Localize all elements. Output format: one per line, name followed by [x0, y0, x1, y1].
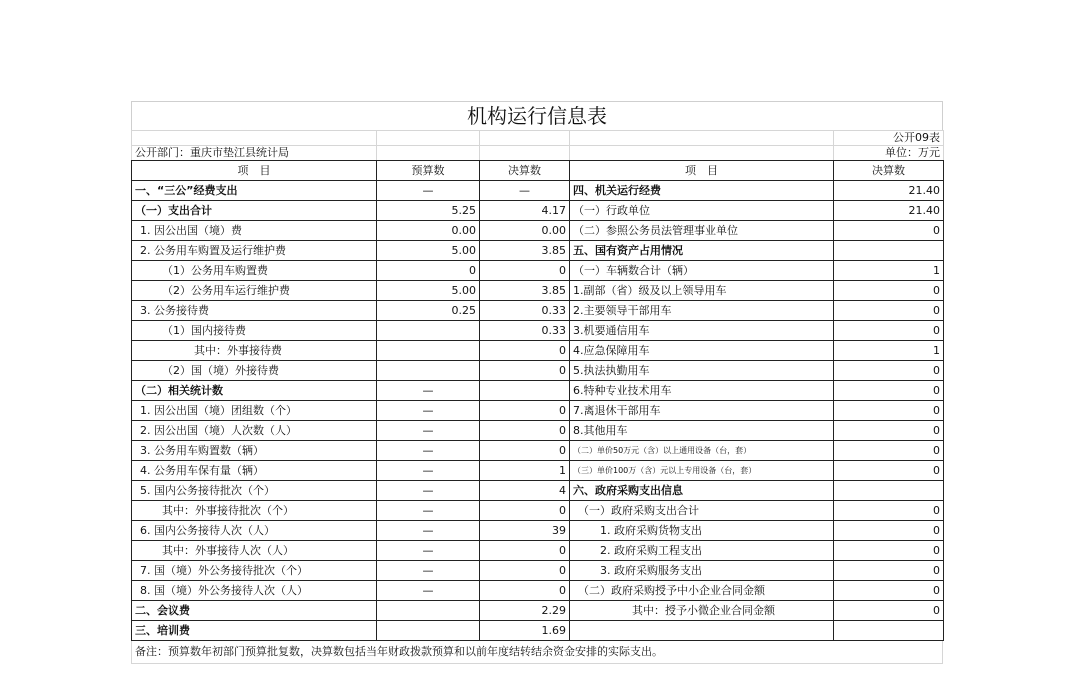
row-final: 0: [480, 421, 570, 441]
table-row: [132, 541, 944, 561]
row-label-left: （2）国（境）外接待费: [132, 361, 377, 381]
row-label-left: 3. 公务用车购置数（辆）: [132, 441, 377, 461]
row-label-right: （一）车辆数合计（辆）: [570, 261, 834, 281]
row-label-right: [570, 621, 834, 641]
row-budget: —: [377, 421, 480, 441]
row-label-right: （一）政府采购支出合计: [570, 501, 834, 521]
row-label-right: （二）单价50万元（含）以上通用设备（台，套）: [570, 441, 834, 461]
info-sheet: [131, 101, 943, 664]
row-final-right: 0: [834, 581, 944, 601]
row-label-right: （一）行政单位: [570, 201, 834, 221]
table-row: [132, 561, 944, 581]
row-final-right: 0: [834, 221, 944, 241]
row-final-right: 0: [834, 421, 944, 441]
row-budget: —: [377, 581, 480, 601]
row-final-right: 0: [834, 361, 944, 381]
row-final-right: 0: [834, 321, 944, 341]
row-budget: [377, 601, 480, 621]
row-final-right: 0: [834, 281, 944, 301]
row-label-left: 其中：外事接待批次（个）: [132, 501, 377, 521]
meta-row-form-no: [132, 131, 944, 146]
row-final-right: 0: [834, 501, 944, 521]
row-label-right: 5.执法执勤用车: [570, 361, 834, 381]
row-label-left: 3. 公务接待费: [132, 301, 377, 321]
meta-row-dept: [132, 146, 944, 161]
table-row: [132, 301, 944, 321]
row-label-left: 其中：外事接待费: [132, 341, 377, 361]
table-row: [132, 461, 944, 481]
row-label-right: 8.其他用车: [570, 421, 834, 441]
row-label-right: 6.特种专业技术用车: [570, 381, 834, 401]
row-label-right: 2. 政府采购工程支出: [570, 541, 834, 561]
row-label-left: 2. 因公出国（境）人次数（人）: [132, 421, 377, 441]
row-label-right: 六、政府采购支出信息: [570, 481, 834, 501]
footnote: 备注：预算数年初部门预算批复数，决算数包括当年财政拨款预算和以前年度结转结余资金安排的实际支出。: [131, 641, 943, 664]
table-row: [132, 421, 944, 441]
row-label-right: 3.机要通信用车: [570, 321, 834, 341]
unit-label: 单位：万元: [834, 146, 944, 161]
row-final: [480, 381, 570, 401]
row-budget: 5.00: [377, 241, 480, 261]
table-row: [132, 261, 944, 281]
table-row: [132, 401, 944, 421]
row-budget: —: [377, 521, 480, 541]
row-label-right: （二）政府采购授予中小企业合同金额: [570, 581, 834, 601]
row-label-left: 7. 国（境）外公务接待批次（个）: [132, 561, 377, 581]
row-final: 4: [480, 481, 570, 501]
table-row: [132, 321, 944, 341]
row-final-right: 0: [834, 401, 944, 421]
row-label-left: （二）相关统计数: [132, 381, 377, 401]
header-item: 项 目: [132, 161, 377, 181]
row-final: 0.00: [480, 221, 570, 241]
row-budget: 5.00: [377, 281, 480, 301]
row-final-right: 0: [834, 601, 944, 621]
row-final-right: 0: [834, 561, 944, 581]
row-final-right: [834, 621, 944, 641]
row-final: —: [480, 181, 570, 201]
row-final: 0: [480, 501, 570, 521]
row-final-right: 0: [834, 381, 944, 401]
row-label-left: （一）支出合计: [132, 201, 377, 221]
row-label-right: 1.副部（省）级及以上领导用车: [570, 281, 834, 301]
table-row: [132, 281, 944, 301]
row-label-right: 五、国有资产占用情况: [570, 241, 834, 261]
row-final: 0: [480, 561, 570, 581]
row-final: 39: [480, 521, 570, 541]
table-row: [132, 601, 944, 621]
row-label-left: 6. 国内公务接待人次（人）: [132, 521, 377, 541]
row-label-left: 三、培训费: [132, 621, 377, 641]
table-row: [132, 361, 944, 381]
row-label-right: 其中：授予小微企业合同金额: [570, 601, 834, 621]
row-budget: 5.25: [377, 201, 480, 221]
row-final: 0: [480, 581, 570, 601]
row-label-right: （二）参照公务员法管理事业单位: [570, 221, 834, 241]
table-row: [132, 201, 944, 221]
table-row: [132, 521, 944, 541]
row-final-right: 1: [834, 261, 944, 281]
row-final-right: [834, 481, 944, 501]
row-budget: —: [377, 401, 480, 421]
row-label-left: （2）公务用车运行维护费: [132, 281, 377, 301]
row-final: 0: [480, 361, 570, 381]
row-final: 0.33: [480, 301, 570, 321]
row-budget: [377, 361, 480, 381]
row-label-right: 四、机关运行经费: [570, 181, 834, 201]
header-final-right: 决算数: [834, 161, 944, 181]
row-final-right: [834, 241, 944, 261]
table-row: [132, 621, 944, 641]
row-final: 0: [480, 261, 570, 281]
info-table: [131, 130, 944, 641]
table-row: [132, 381, 944, 401]
row-label-right: （三）单价100万（含）元以上专用设备（台，套）: [570, 461, 834, 481]
row-final: 0: [480, 341, 570, 361]
row-label-left: 1. 因公出国（境）团组数（个）: [132, 401, 377, 421]
table-row: [132, 581, 944, 601]
row-final-right: 0: [834, 521, 944, 541]
table-row: [132, 501, 944, 521]
row-budget: —: [377, 481, 480, 501]
header-row: [132, 161, 944, 181]
header-item-right: 项 目: [570, 161, 834, 181]
row-final-right: 1: [834, 341, 944, 361]
table-row: [132, 181, 944, 201]
table-row: [132, 221, 944, 241]
row-final-right: 0: [834, 301, 944, 321]
table-body: [132, 181, 944, 641]
row-budget: 0: [377, 261, 480, 281]
row-label-left: 一、“三公”经费支出: [132, 181, 377, 201]
row-final-right: 0: [834, 461, 944, 481]
row-final: 3.85: [480, 281, 570, 301]
row-label-right: 2.主要领导干部用车: [570, 301, 834, 321]
row-budget: —: [377, 181, 480, 201]
table-row: [132, 341, 944, 361]
department-label: 公开部门：重庆市垫江县统计局: [132, 146, 377, 161]
row-label-left: 1. 因公出国（境）费: [132, 221, 377, 241]
row-final: 1: [480, 461, 570, 481]
row-final: 3.85: [480, 241, 570, 261]
row-final: 2.29: [480, 601, 570, 621]
sheet-title: 机构运行信息表: [131, 101, 943, 130]
header-budget: 预算数: [377, 161, 480, 181]
row-label-left: 8. 国（境）外公务接待人次（人）: [132, 581, 377, 601]
row-final: 0.33: [480, 321, 570, 341]
row-label-left: 5. 国内公务接待批次（个）: [132, 481, 377, 501]
row-final-right: 0: [834, 441, 944, 461]
table-row: [132, 481, 944, 501]
row-budget: 0.00: [377, 221, 480, 241]
row-label-left: 4. 公务用车保有量（辆）: [132, 461, 377, 481]
row-budget: [377, 321, 480, 341]
row-label-right: 1. 政府采购货物支出: [570, 521, 834, 541]
row-budget: —: [377, 541, 480, 561]
row-budget: —: [377, 501, 480, 521]
header-final: 决算数: [480, 161, 570, 181]
table-row: [132, 241, 944, 261]
row-final: 0: [480, 401, 570, 421]
row-final: 1.69: [480, 621, 570, 641]
row-label-left: 二、会议费: [132, 601, 377, 621]
row-budget: [377, 621, 480, 641]
row-label-left: 其中：外事接待人次（人）: [132, 541, 377, 561]
row-label-right: 3. 政府采购服务支出: [570, 561, 834, 581]
row-budget: —: [377, 381, 480, 401]
row-budget: —: [377, 441, 480, 461]
form-number: 公开09表: [834, 131, 944, 146]
row-final: 0: [480, 541, 570, 561]
row-label-left: （1）公务用车购置费: [132, 261, 377, 281]
row-label-right: 7.离退休干部用车: [570, 401, 834, 421]
row-budget: 0.25: [377, 301, 480, 321]
row-label-right: 4.应急保障用车: [570, 341, 834, 361]
row-label-left: 2. 公务用车购置及运行维护费: [132, 241, 377, 261]
row-budget: —: [377, 461, 480, 481]
table-row: [132, 441, 944, 461]
row-final-right: 21.40: [834, 181, 944, 201]
row-budget: —: [377, 561, 480, 581]
row-final: 0: [480, 441, 570, 461]
row-final-right: 21.40: [834, 201, 944, 221]
row-final: 4.17: [480, 201, 570, 221]
row-final-right: 0: [834, 541, 944, 561]
row-budget: [377, 341, 480, 361]
row-label-left: （1）国内接待费: [132, 321, 377, 341]
